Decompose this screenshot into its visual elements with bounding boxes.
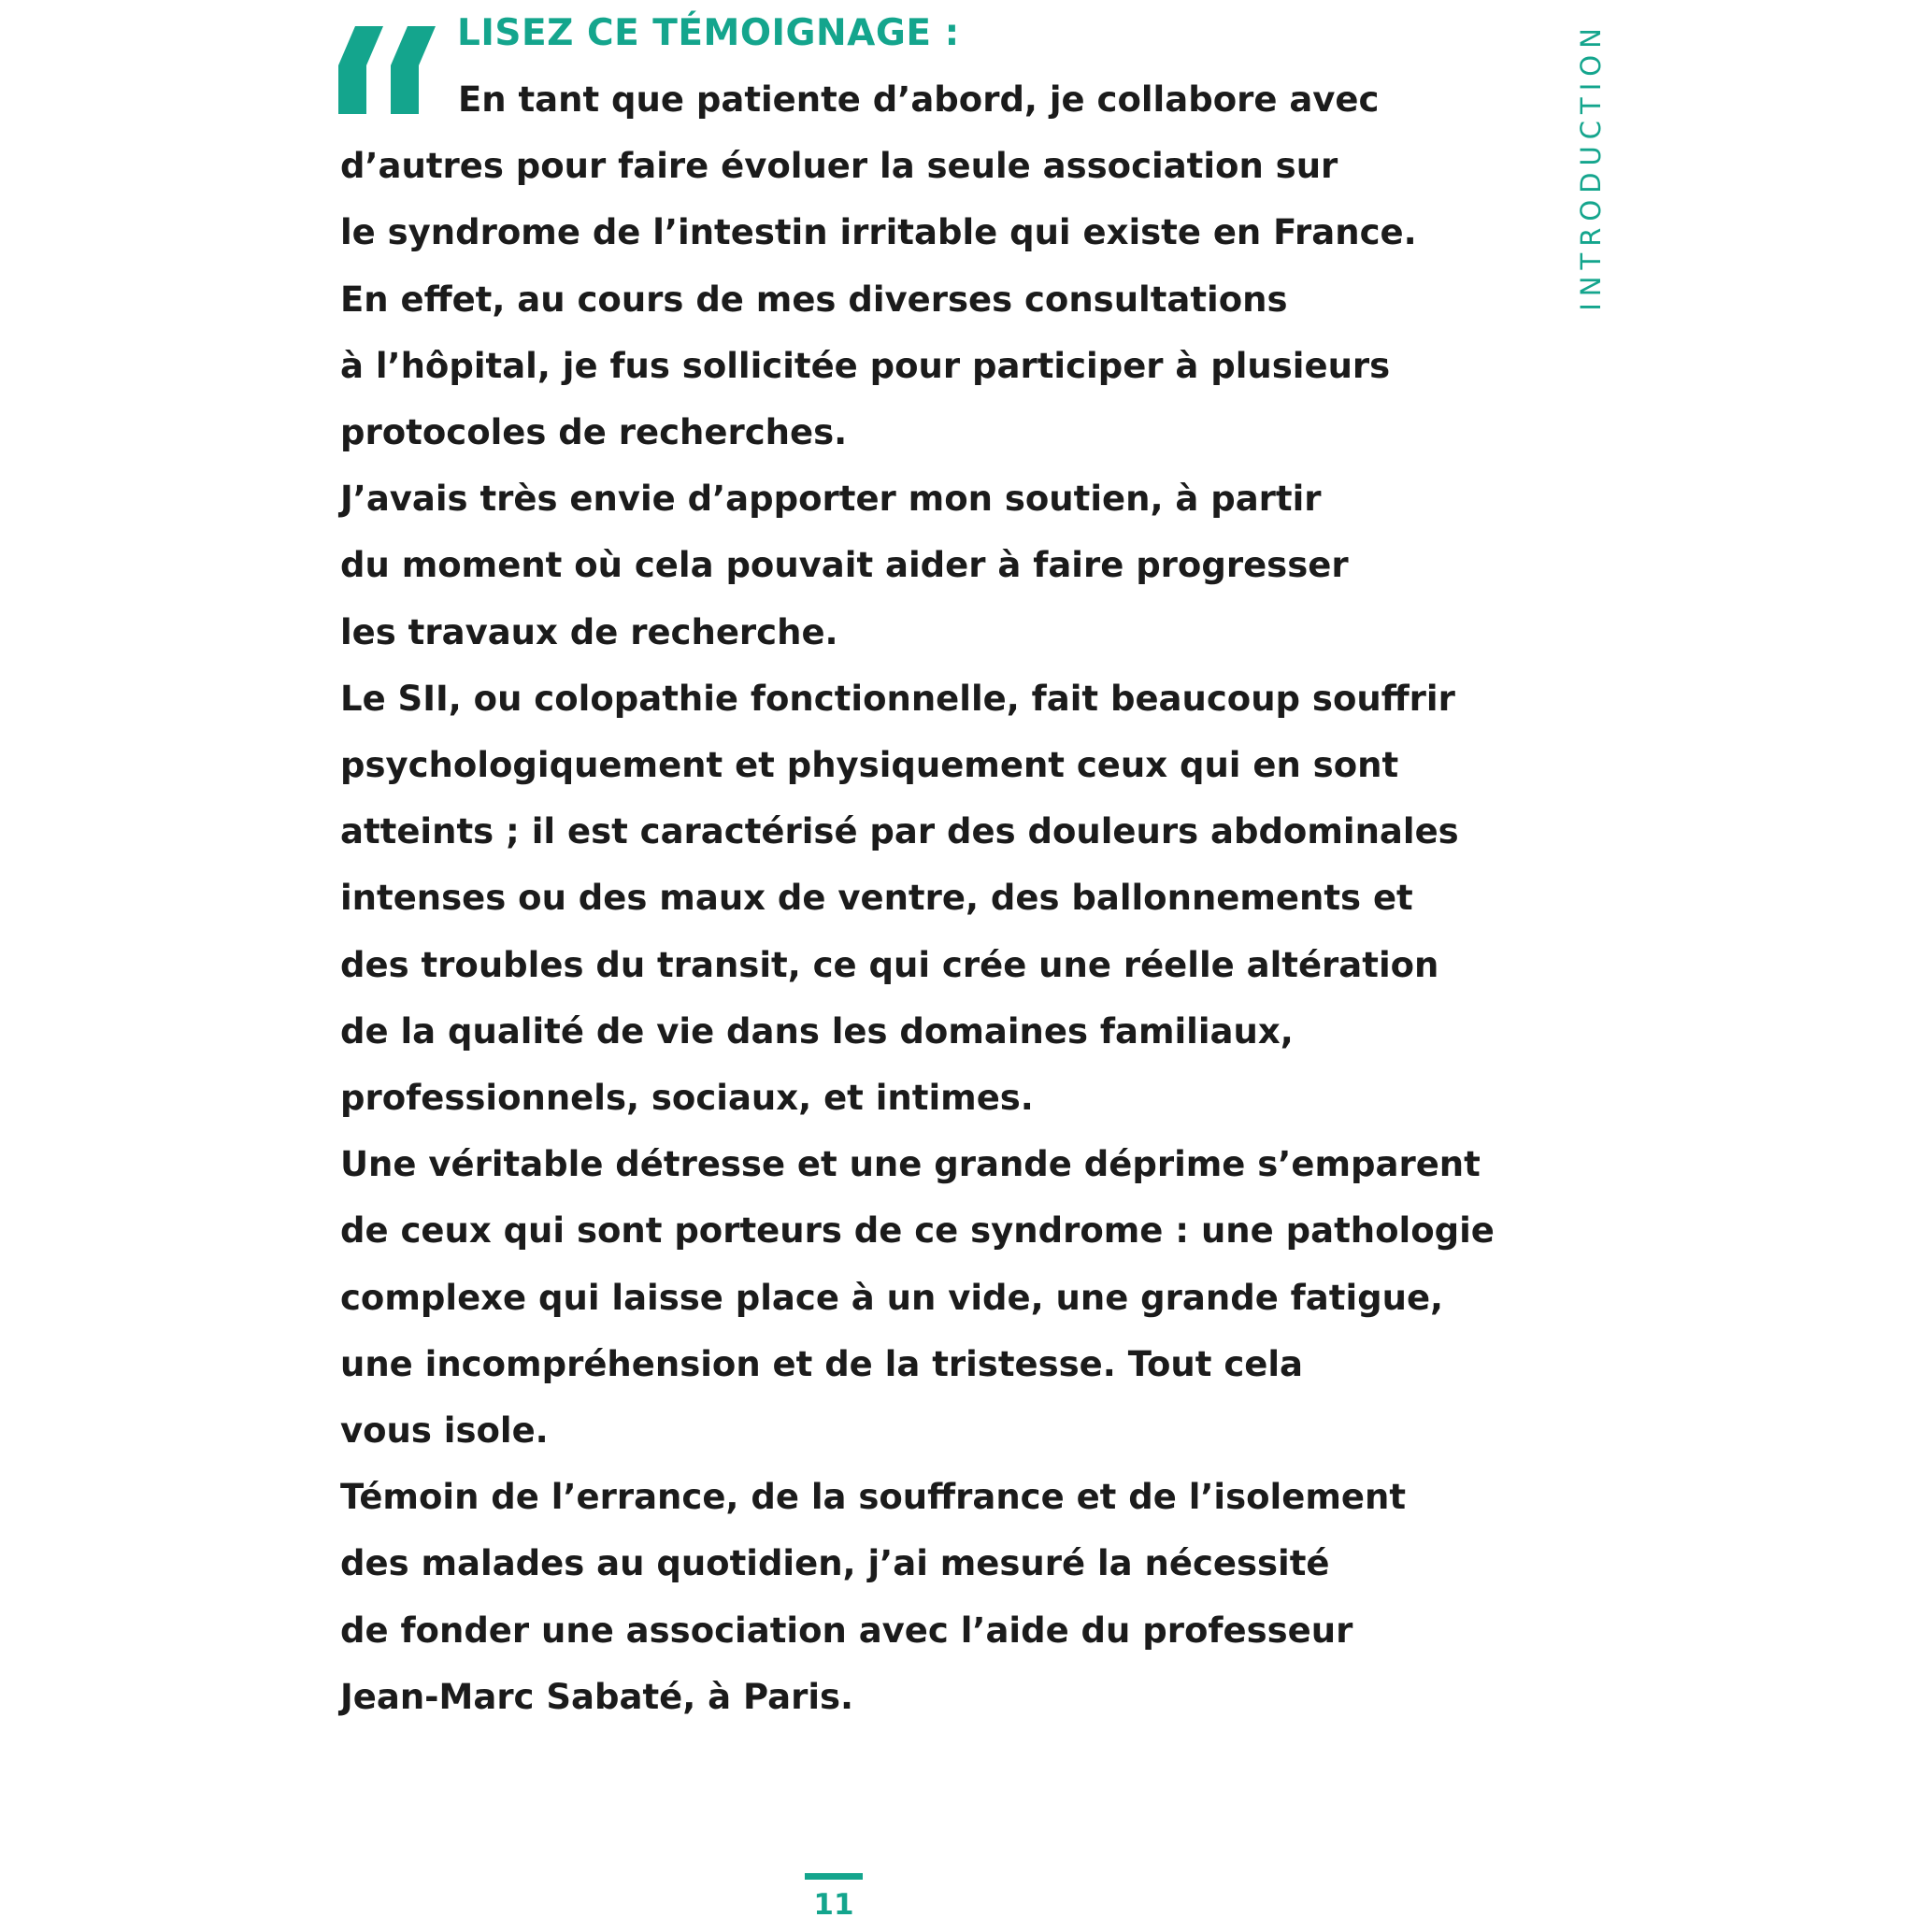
body-line: le syndrome de l’intestin irritable qui existe en France. bbox=[340, 212, 1417, 253]
testimony-heading: LISEZ CE TÉMOIGNAGE : bbox=[457, 12, 960, 54]
body-line: vous isole. bbox=[340, 1410, 549, 1452]
body-line: professionnels, sociaux, et intimes. bbox=[340, 1078, 1034, 1119]
body-line: des troubles du transit, ce qui crée une réelle altération bbox=[340, 944, 1439, 985]
body-line: intenses ou des maux de ventre, des ballonnements et bbox=[340, 878, 1413, 919]
body-line: psychologiquement et physiquement ceux qui en sont bbox=[340, 745, 1399, 786]
section-side-label bbox=[1572, 17, 1610, 316]
body-line: Le SII, ou colopathie fonctionnelle, fait beaucoup souffrir bbox=[340, 678, 1455, 719]
body-line: du moment où cela pouvait aider à faire progresser bbox=[340, 545, 1349, 586]
body-line: En effet, au cours de mes diverses consultations bbox=[340, 279, 1288, 320]
body-line: d’autres pour faire évoluer la seule association sur bbox=[340, 146, 1338, 187]
body-line: des malades au quotidien, j’ai mesuré la nécessité bbox=[340, 1543, 1330, 1584]
testimony-paragraphs bbox=[340, 66, 1495, 1730]
body-line: de la qualité de vie dans les domaines familiaux, bbox=[340, 1010, 1294, 1052]
body-line: à l’hôpital, je fus sollicitée pour participer à plusieurs bbox=[340, 345, 1391, 386]
testimony-body bbox=[340, 66, 1495, 1730]
page-number: 11 bbox=[813, 1888, 854, 1922]
body-line: de ceux qui sont porteurs de ce syndrome : une pathologie bbox=[340, 1210, 1495, 1252]
body-line: de fonder une association avec l’aide du professeur bbox=[340, 1610, 1353, 1651]
body-line: atteints ; il est caractérisé par des douleurs abdominales bbox=[340, 811, 1459, 852]
body-line: En tant que patiente d’abord, je collabore avec bbox=[458, 79, 1380, 120]
body-line: une incompréhension et de la tristesse. Tout cela bbox=[340, 1343, 1304, 1384]
body-line: Témoin de l’errance, de la souffrance et de l’isolement bbox=[340, 1477, 1407, 1518]
body-line: Jean-Marc Sabaté, à Paris. bbox=[340, 1676, 854, 1717]
section-label-text: INTRODUCTION bbox=[1575, 21, 1607, 311]
body-line: complexe qui laisse place à un vide, une grande fatigue, bbox=[340, 1277, 1444, 1318]
body-line: Une véritable détresse et une grande déprime s’emparent bbox=[340, 1144, 1481, 1185]
body-line: J’avais très envie d’apporter mon soutien, à partir bbox=[340, 479, 1322, 520]
page-number-rule bbox=[805, 1873, 863, 1880]
body-line: les travaux de recherche. bbox=[340, 611, 838, 652]
body-line: protocoles de recherches. bbox=[340, 412, 848, 453]
